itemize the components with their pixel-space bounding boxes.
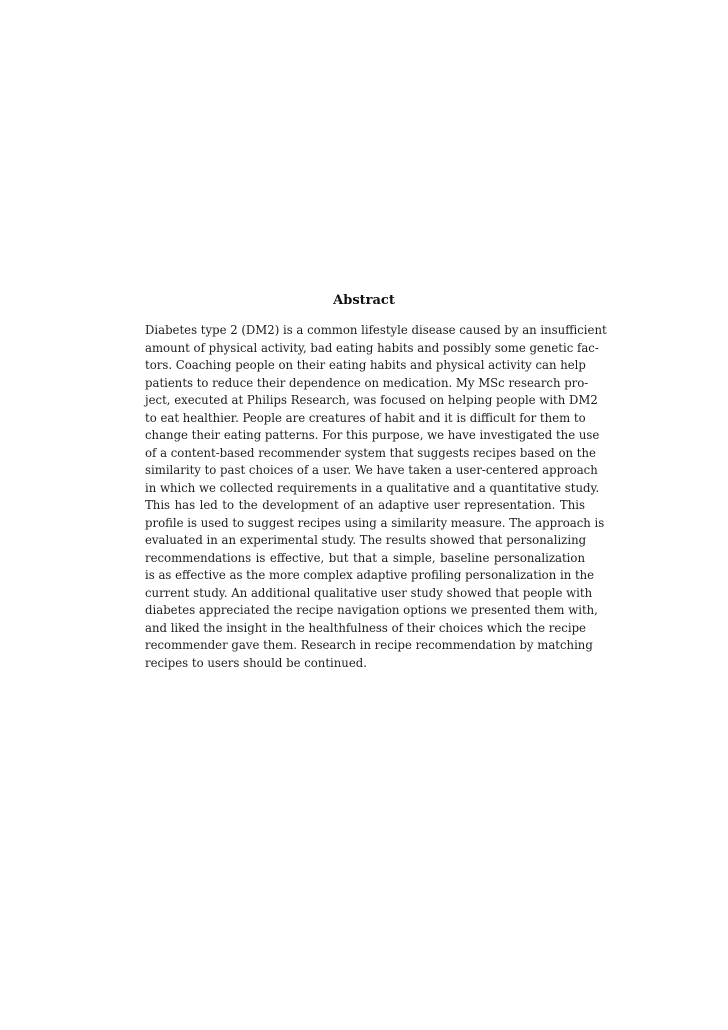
abstract-line: This has led to the development of an adaptive user representation. This [145,498,585,512]
abstract-line: recommendations is effective, but that a simple, baseline personalization [145,550,585,565]
abstract-line: current study. An additional qualitative user study showed that people with [145,585,593,600]
abstract-line: recommender gave them. Research in recipe recommendation by matching [145,638,593,652]
abstract-line: to eat healthier. People are creatures of habit and it is difficult for them to [145,410,586,425]
abstract-line: change their eating patterns. For this purpose, we have investigated the use [145,428,600,442]
abstract-text [145,322,607,672]
abstract-line: tors. Coaching people on their eating habits and physical activity can help [145,358,586,372]
abstract-line: patients to reduce their dependence on medication. My MSc research pro- [145,375,589,390]
abstract-heading: Abstract [333,293,395,308]
abstract-line: ject, executed at Philips Research, was focused on helping people with DM2 [145,393,598,407]
abstract-line: Diabetes type 2 (DM2) is a common lifestyle disease caused by an insufficient [145,323,607,337]
abstract-line: diabetes appreciated the recipe navigation options we presented them with, [145,603,598,617]
abstract-line: amount of physical activity, bad eating habits and possibly some genetic fac- [145,340,599,355]
abstract-line: profile is used to suggest recipes using a similarity measure. The approach is [145,515,605,530]
abstract-line: recipes to users should be continued. [145,655,367,670]
abstract-line: and liked the insight in the healthfulness of their choices which the recipe [145,620,586,635]
abstract-line: of a content-based recommender system that suggests recipes based on the [145,445,596,460]
abstract-line: evaluated in an experimental study. The results showed that personalizing [145,533,587,547]
abstract-line: is as effective as the more complex adaptive profiling personalization in the [145,568,595,582]
abstract-line: similarity to past choices of a user. We have taken a user-centered approach [145,463,598,477]
abstract-line: in which we collected requirements in a qualitative and a quantitative study. [145,480,600,495]
